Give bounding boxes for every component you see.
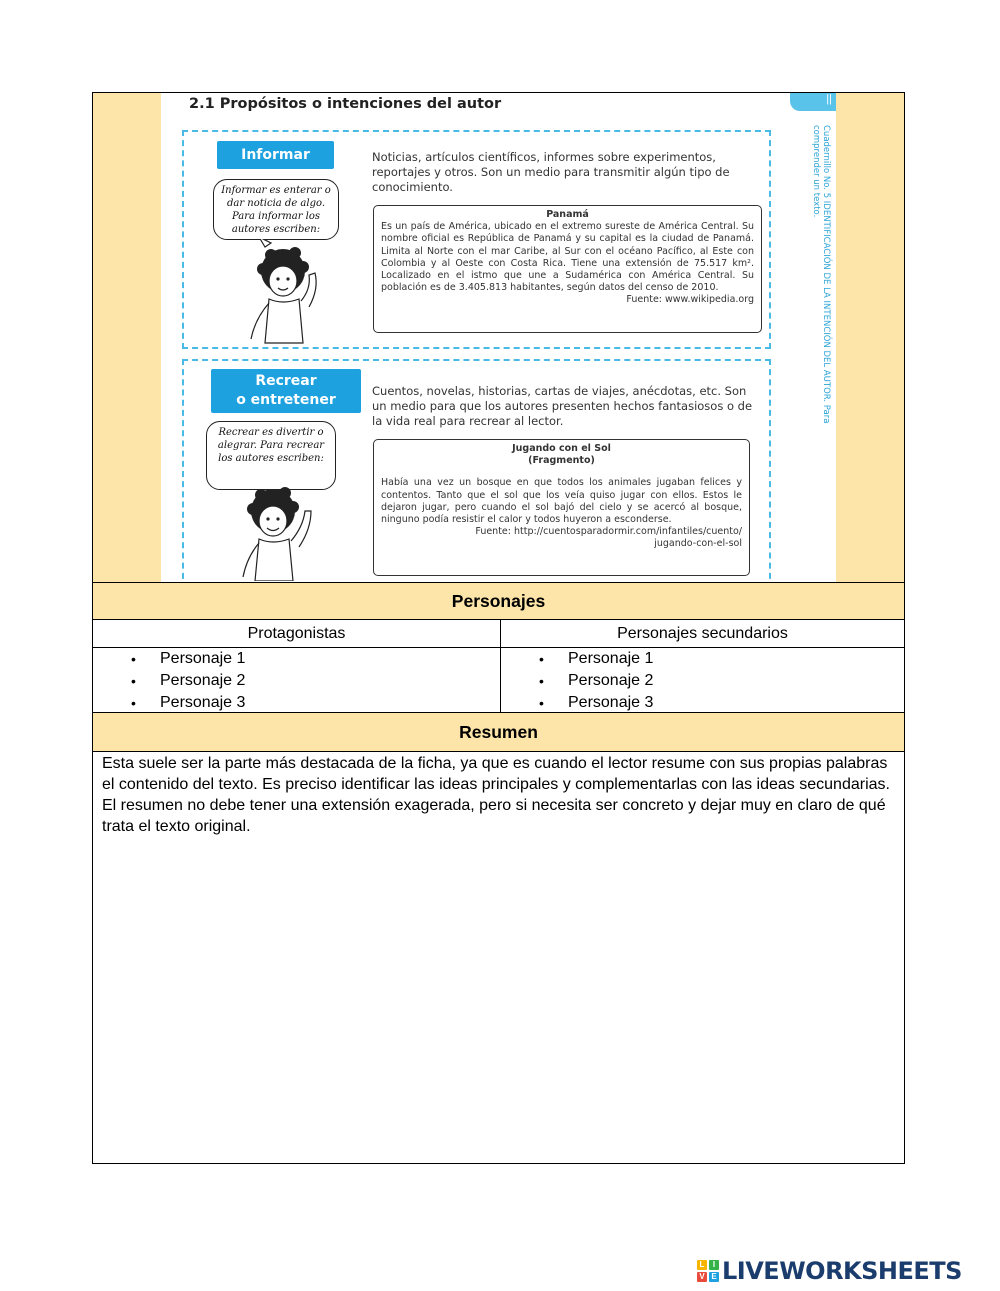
- secundarios-header: Personajes secundarios: [617, 625, 788, 642]
- recrear-label-line2: o entretener: [236, 392, 336, 408]
- recrear-example-box: [373, 439, 750, 576]
- personajes-lists: [93, 647, 904, 712]
- personajes-column-headers: [93, 619, 904, 647]
- logo-mark-letter: V: [697, 1272, 707, 1282]
- informar-description: Noticias, artículos científicos, informes sobre experimentos, reportajes y otros. Son un medio para transmitir algún tipo de conocimiento.: [372, 150, 730, 194]
- logo-text: LIVEWORKSHEETS: [722, 1257, 962, 1285]
- resumen-text-area[interactable]: Esta suele ser la parte más destacada de la ficha, ya que es cuando el lector resume con sus propias palabras el contenido del texto. Es preciso identificar las ideas principales y complementarlas con las ideas secundarias. El resumen no debe tener una extensión exagerada, pero si necesita ser concreto y dejar muy en claro de qué trata el texto original.: [93, 751, 904, 1163]
- girl-illustration-icon: [245, 239, 335, 349]
- secundarios-cell: [501, 648, 904, 712]
- list-item[interactable]: • Personaje 1: [93, 648, 500, 670]
- textbook-image-area: [93, 93, 904, 582]
- informar-label: Informar: [217, 141, 334, 169]
- protagonistas-cell: [93, 648, 501, 713]
- girl-waving-illustration-icon: [235, 481, 325, 581]
- list-item[interactable]: • Personaje 1: [501, 648, 904, 670]
- recrear-label: [211, 369, 361, 413]
- list-item[interactable]: • Personaje 2: [93, 670, 500, 692]
- recrear-example-source-line1: Fuente: http://cuentosparadormir.com/infantiles/cuento/: [475, 526, 742, 538]
- logo-mark-letter: E: [709, 1272, 719, 1282]
- liveworksheets-logo: [697, 1256, 962, 1286]
- logo-mark-letter: I: [709, 1260, 719, 1270]
- textbook-page: [161, 93, 836, 582]
- page-tab: [790, 93, 836, 111]
- recrear-description: Cuentos, novelas, historias, cartas de viajes, anécdotas, etc. Son un medio para que los autores presenten hechos fantasiosos o de la vida real para recrear al lector.: [372, 384, 753, 428]
- protagonistas-header: Protagonistas: [93, 620, 501, 647]
- worksheet-table: [92, 92, 905, 1164]
- side-caption: Cuadernillo No. 5 IDENTIFICACIÓN DE LA INTENCIÓN DEL AUTOR. Para comprender un texto.: [811, 125, 831, 424]
- logo-mark-icon: [697, 1260, 719, 1282]
- secundarios-list: [501, 648, 904, 714]
- page-tab-mark: ||: [826, 93, 832, 105]
- list-item[interactable]: • Personaje 3: [93, 692, 500, 714]
- logo-mark-letter: L: [697, 1260, 707, 1270]
- recrear-speech-bubble: Recrear es divertir o alegrar. Para recrear los autores escriben:: [206, 421, 336, 490]
- informar-speech-bubble: Informar es enterar o dar noticia de algo. Para informar los autores escriben:: [213, 179, 339, 240]
- personajes-header: Personajes: [93, 582, 904, 619]
- informar-example-title: Panamá: [546, 209, 589, 220]
- informar-example-box: [373, 205, 762, 333]
- informar-example-source: Fuente: www.wikipedia.org: [626, 294, 754, 306]
- recrear-example-source-line2: jugando-con-el-sol: [654, 538, 742, 550]
- informar-example-text: Es un país de América, ubicado en el extremo sureste de América Central. Su nombre oficial es República de Panamá y su capital es la ciudad de Panamá. Limita al Norte con el mar Caribe, al Sur con el océano Pacífico, al Este con Colombia y al Oeste con Costa Rica. Tiene una extensión de 75.517 km². Localizado en el istmo que une a Sudamérica con América Central. Su población es de 3.405.813 habitantes, según datos del censo de 2010.: [381, 221, 754, 294]
- textbook-section-title: 2.1 Propósitos o intenciones del autor: [189, 96, 502, 112]
- recrear-example-title: Jugando con el Sol: [512, 443, 611, 454]
- recrear-example-text: Había una vez un bosque en que todos los animales jugaban felices y contentos. Tanto que el sol que los veía quiso jugar con ellos. Estos le dejaron jugar, pero cuando el sol bajó del cielo y se acercó al bosque, ninguno podía resistir el calor y todos huyeron a esconderse.: [381, 477, 742, 526]
- list-item[interactable]: • Personaje 3: [501, 692, 904, 714]
- recrear-label-line1: Recrear: [255, 373, 317, 389]
- resumen-header: Resumen: [93, 712, 904, 751]
- recrear-example-subtitle: (Fragmento): [528, 455, 595, 467]
- list-item[interactable]: • Personaje 2: [501, 670, 904, 692]
- protagonistas-list: [93, 648, 500, 714]
